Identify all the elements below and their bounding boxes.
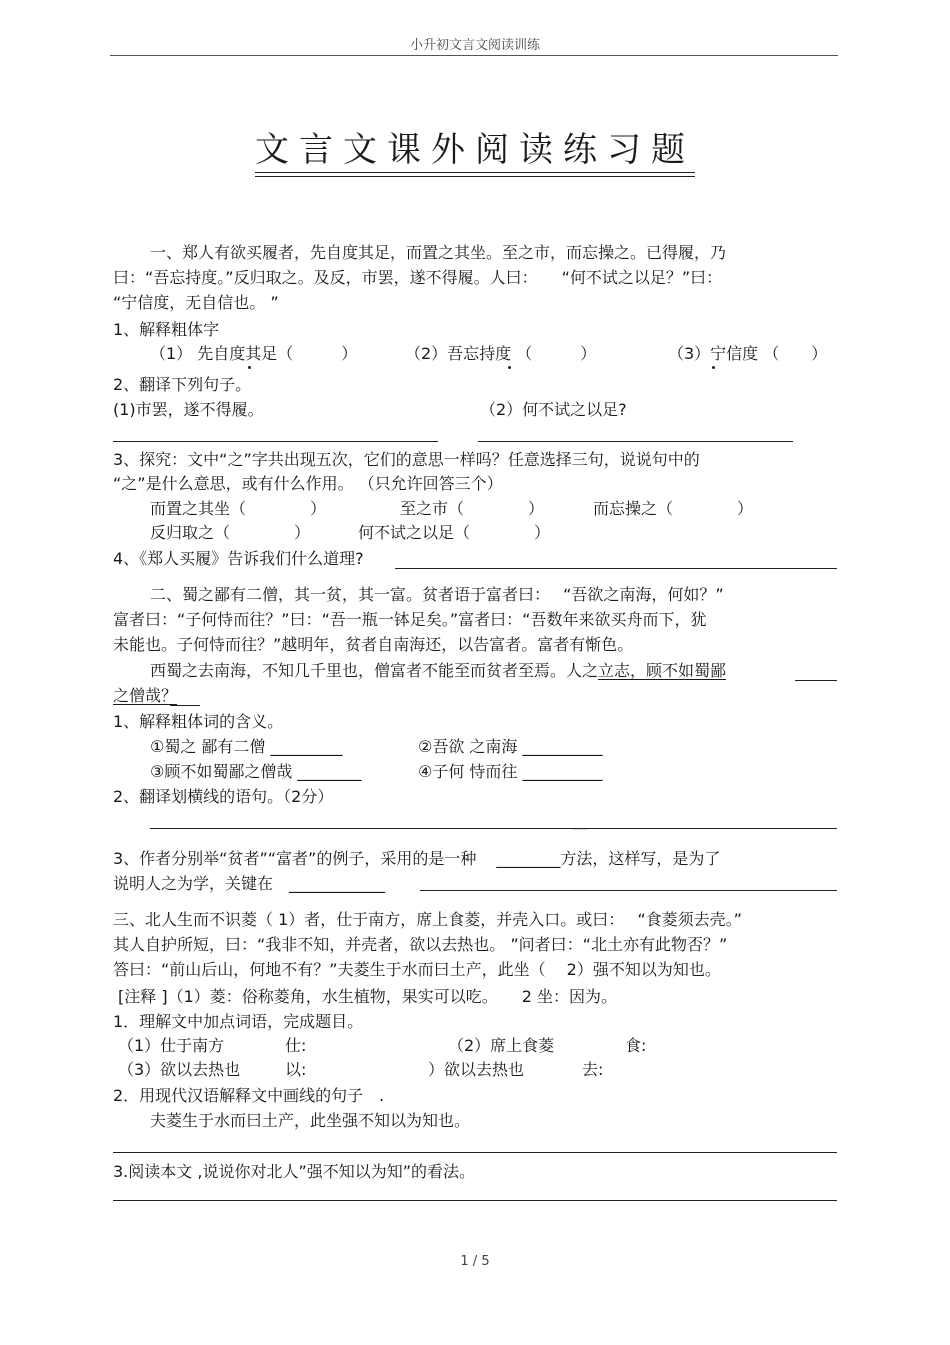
s1-question-4: 4、《郑人买履》告诉我们什么道理? [113, 549, 364, 568]
s1-question-2: 2、翻译下列句子。 [113, 375, 252, 394]
title-underline-inner [255, 176, 695, 177]
s1-passage-line-2: 曰：“吾忘持度。”反归取之。及反，市罢，遂不得履。人曰： “何不试之以足？”曰： [113, 268, 723, 287]
s3-q2-sentence: 夫菱生于水而曰土产，此坐强不知以为知也。 [150, 1111, 471, 1130]
s1-question-1: 1、解释粗体字 [113, 320, 220, 339]
s3-q1-key-3: 以: [285, 1060, 307, 1079]
s2-q1-item-1: ①蜀之 鄙有二僧 _________ [150, 737, 343, 756]
s1-q3-item-5: 何不试之以足（ ） [358, 523, 551, 542]
s3-q1-key-4: 去: [582, 1060, 604, 1079]
s2-q1-item-2: ②吾欲 之南海 __________ [418, 737, 603, 756]
s1-q2-item-2: （2）何不试之以足? [480, 400, 627, 419]
header-rule [110, 55, 838, 56]
s2-question-2: 2、翻译划横线的语句。（2分） [113, 787, 334, 806]
sentence-underline [170, 705, 200, 706]
s3-q1-key-2: 食: [625, 1036, 647, 1055]
emphasis-dot [508, 366, 511, 369]
s3-passage-line-2: 其人自护所短，曰：“我非不知，并壳者，欲以去热也。 ”问者曰：“北土亦有此物否？” [113, 935, 728, 954]
s2-q3-text-3: 说明人之为学，关键在 [113, 874, 274, 893]
s3-question-3: 3.阅读本文 ,说说你对北人”强不知以为知”的看法。 [113, 1162, 476, 1181]
s3-question-2: 2．用现代汉语解释文中画线的句子 . [113, 1086, 385, 1105]
s2-q3-blank-1: ________ [496, 849, 561, 868]
s3-q1-key-1: 仕: [285, 1036, 307, 1055]
s1-q1-item-2: （2）吾忘持度 （ ） [405, 344, 597, 363]
answer-line [420, 890, 837, 891]
s3-question-1: 1．理解文中加点词语，完成题目。 [113, 1012, 364, 1031]
s1-passage-line-1: 一、郑人有欲买履者，先自度其足，而置之其坐。至之市，而忘操之。已得履，乃 [150, 243, 727, 262]
s2-passage-line-2: 富者曰：“子何恃而往？”曰：“吾一瓶一钵足矣。”富者曰：“吾数年来欲买舟而下，犹 [113, 610, 707, 629]
answer-line [395, 568, 837, 569]
s1-question-3-line-1: 3、探究：文中“之”字共出现五次，它们的意思一样吗？任意选择三句，说说句中的 [113, 450, 700, 469]
s1-passage-line-3: “宁信度，无自信也。 ” [113, 293, 279, 312]
s2-passage-line-3: 未能也。子何恃而往？”越明年，贫者自南海还，以告富者。富者有惭色。 [113, 635, 634, 654]
s2-passage-line-1: 二、蜀之鄙有二僧，其一贫，其一富。贫者语于富者曰： “吾欲之南海，何如？” [150, 585, 724, 604]
s3-annotation: [注释 ]（1）菱：俗称菱角，水生植物，果实可以吃。 2 坐：因为。 [118, 987, 618, 1006]
s3-q1-item-1: （1）仕于南方 [118, 1036, 225, 1055]
s2-passage-line-4 [150, 661, 726, 681]
answer-line [113, 441, 438, 442]
s3-passage-line-3: 答曰：“前山后山，何地不有？”夫菱生于水而曰土产，此坐（ 2）强不知以为知也。 [113, 960, 721, 979]
s3-q1-item-3: （3）欲以去热也 [118, 1060, 241, 1079]
page-number: 1 / 5 [460, 1254, 490, 1269]
s1-q1-item-1: （1） 先自度其足（ ） [150, 344, 358, 363]
s1-q2-item-1: (1)市罢，遂不得履。 [113, 400, 264, 419]
title-underline [255, 172, 695, 173]
s2-q1-item-3: ③顾不如蜀鄙之僧哉 ________ [150, 762, 362, 781]
emphasis-dot [248, 366, 251, 369]
s2-question-1: 1、解释粗体词的含义。 [113, 712, 284, 731]
s1-q3-item-1: 而置之其坐（ ） [150, 499, 327, 518]
answer-line [113, 1200, 837, 1201]
answer-line [478, 441, 793, 442]
s2-question-3-line-1 [113, 849, 720, 869]
s2-q3-blank-2: ____________ [289, 874, 386, 893]
s2-question-3-line-2 [113, 874, 385, 894]
s2-underlined-sentence: 立志，顾不如蜀鄙 [598, 661, 727, 680]
s2-underlined-sentence-end: 之僧哉？ [113, 686, 178, 705]
s3-passage-line-1: 三、北人生而不识菱（ 1）者，仕于南方，席上食菱，并壳入口。或曰： “食菱须去壳。” [113, 910, 742, 929]
answer-line [150, 828, 837, 829]
s1-q1-item-3: （3）宁信度 （ ） [668, 344, 828, 363]
running-header: 小升初文言文阅读训练 [409, 38, 540, 53]
s1-question-3-line-2: “之”是什么意思，或有什么作用。 （只允许回答三个） [113, 474, 503, 493]
s1-q3-item-3: 而忘操之（ ） [593, 499, 754, 518]
s2-q2-mark: ＿ [572, 812, 589, 831]
s2-q3-text-2: 方法，这样写，是为了 [560, 849, 721, 868]
s3-q1-item-2: （2）席上食菱 [448, 1036, 555, 1055]
s2-q3-text-1: 3、作者分别举“贫者”“富者”的例子，采用的是一种 [113, 849, 477, 868]
s2-passage-text: 西蜀之去南海，不知几千里也，僧富者不能至而贫者至焉。人之 [150, 661, 599, 680]
sentence-underline [795, 680, 837, 681]
s1-q3-item-4: 反归取之（ ） [150, 523, 311, 542]
page-title: 文言文课外阅读练习题 [255, 130, 695, 170]
s1-q3-item-2: 至之市（ ） [400, 499, 545, 518]
answer-line [113, 1152, 837, 1153]
emphasis-dot [712, 366, 715, 369]
s3-q1-item-4: ）欲以去热也 [428, 1060, 525, 1079]
s2-q1-item-4: ④子何 恃而往 __________ [418, 762, 603, 781]
